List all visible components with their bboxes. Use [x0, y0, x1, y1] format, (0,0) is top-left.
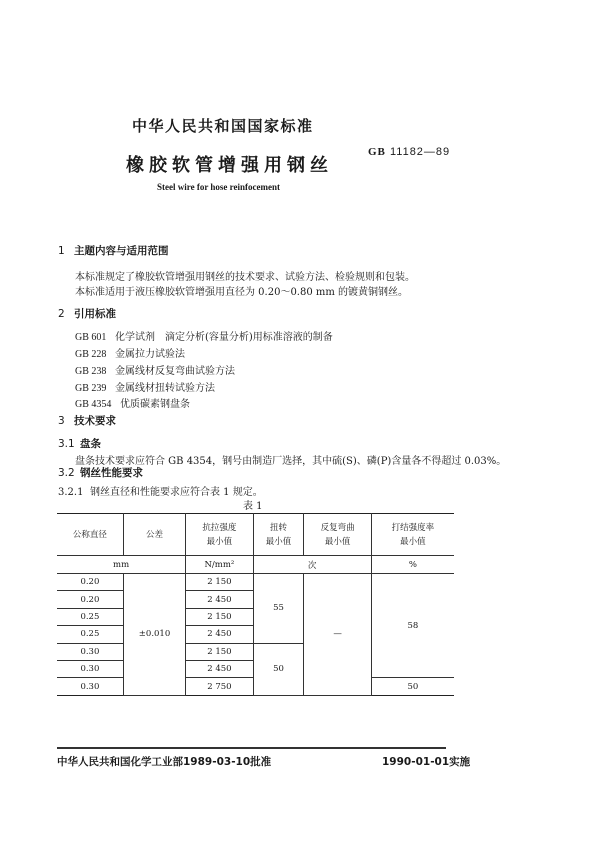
table-row: [57, 574, 454, 591]
tensile-cell: 2 450: [186, 660, 253, 677]
header-knot: 打结强度率 最小值: [371, 514, 454, 556]
reference-item: GB 228 金属拉力试验法: [75, 349, 185, 360]
reference-item: GB 601 化学试剂 滴定分析(容量分析)用标准溶液的制备: [75, 332, 333, 343]
approval-info: 中华人民共和国化学工业部1989-03-10批准: [57, 756, 272, 768]
diameter-cell: 0.30: [57, 643, 123, 660]
diameter-cell: 0.20: [57, 591, 123, 608]
document-title: 橡胶软管增强用钢丝: [126, 155, 333, 176]
unit-stress: N/mm²: [186, 556, 253, 574]
tensile-cell: 2 450: [186, 626, 253, 643]
standard-code: [368, 146, 450, 158]
tensile-cell: 2 450: [186, 591, 253, 608]
reference-item: GB 4354 优质碳素钢盘条: [75, 399, 190, 410]
tensile-cell: 2 150: [186, 608, 253, 625]
wire-properties-table: [57, 513, 454, 696]
diameter-cell: 0.30: [57, 678, 123, 695]
section-3-2-heading: 3.2 钢丝性能要求: [58, 467, 143, 479]
standard-type: 中华人民共和国国家标准: [132, 117, 314, 135]
table-caption: 表 1: [243, 501, 263, 512]
section-1-heading: 1 主题内容与适用范围: [58, 245, 169, 257]
knot-cell: 50: [371, 678, 454, 695]
section-3-1-heading: 3.1 盘条: [58, 438, 101, 450]
effective-date: 1990-01-01实施: [382, 756, 471, 768]
header-bending: 反复弯曲 最小值: [304, 514, 371, 556]
paragraph: 本标准规定了橡胶软管增强用钢丝的技术要求、试验方法、检验规则和包装。: [75, 272, 415, 283]
tolerance-cell: ±0.010: [123, 574, 185, 696]
diameter-cell: 0.25: [57, 608, 123, 625]
tensile-cell: 2 150: [186, 574, 253, 591]
table-unit-row: [57, 556, 454, 574]
header-torsion: 扭转 最小值: [253, 514, 304, 556]
diameter-cell: 0.30: [57, 660, 123, 677]
reference-item: GB 239 金属线材扭转试验方法: [75, 383, 215, 394]
tensile-cell: 2 750: [186, 678, 253, 695]
diameter-cell: 0.20: [57, 574, 123, 591]
torsion-cell: 50: [253, 643, 304, 695]
section-3-heading: 3 技术要求: [58, 415, 116, 427]
diameter-cell: 0.25: [57, 626, 123, 643]
paragraph: 本标准适用于液压橡胶软管增强用直径为 0.20～0.80 mm 的镀黄铜钢丝。: [75, 287, 409, 298]
english-title: Steel wire for hose reinfocement: [157, 182, 280, 192]
paragraph: 盘条技术要求应符合 GB 4354，钢号由制造厂选择，其中硫(S)、磷(P)含量各不得超过 0.03%。: [75, 456, 507, 467]
header-tolerance: 公差: [123, 514, 185, 556]
section-2-heading: 2 引用标准: [58, 308, 116, 320]
header-diameter: 公称直径: [57, 514, 123, 556]
header-tensile: 抗拉强度 最小值: [186, 514, 253, 556]
knot-cell: 58: [371, 574, 454, 678]
torsion-cell: 55: [253, 574, 304, 644]
reference-item: GB 238 金属线材反复弯曲试验方法: [75, 366, 235, 377]
unit-percent: %: [371, 556, 454, 574]
bending-cell: —: [304, 574, 371, 696]
footer-divider: [57, 747, 446, 749]
table-header-row: [57, 514, 454, 556]
clause-3-2-1: 3.2.1 钢丝直径和性能要求应符合表 1 规定。: [58, 487, 263, 498]
code-prefix: GB: [368, 146, 386, 158]
unit-mm: mm: [57, 556, 186, 574]
unit-times: 次: [253, 556, 371, 574]
code-number: 11182—89: [389, 146, 451, 158]
tensile-cell: 2 150: [186, 643, 253, 660]
